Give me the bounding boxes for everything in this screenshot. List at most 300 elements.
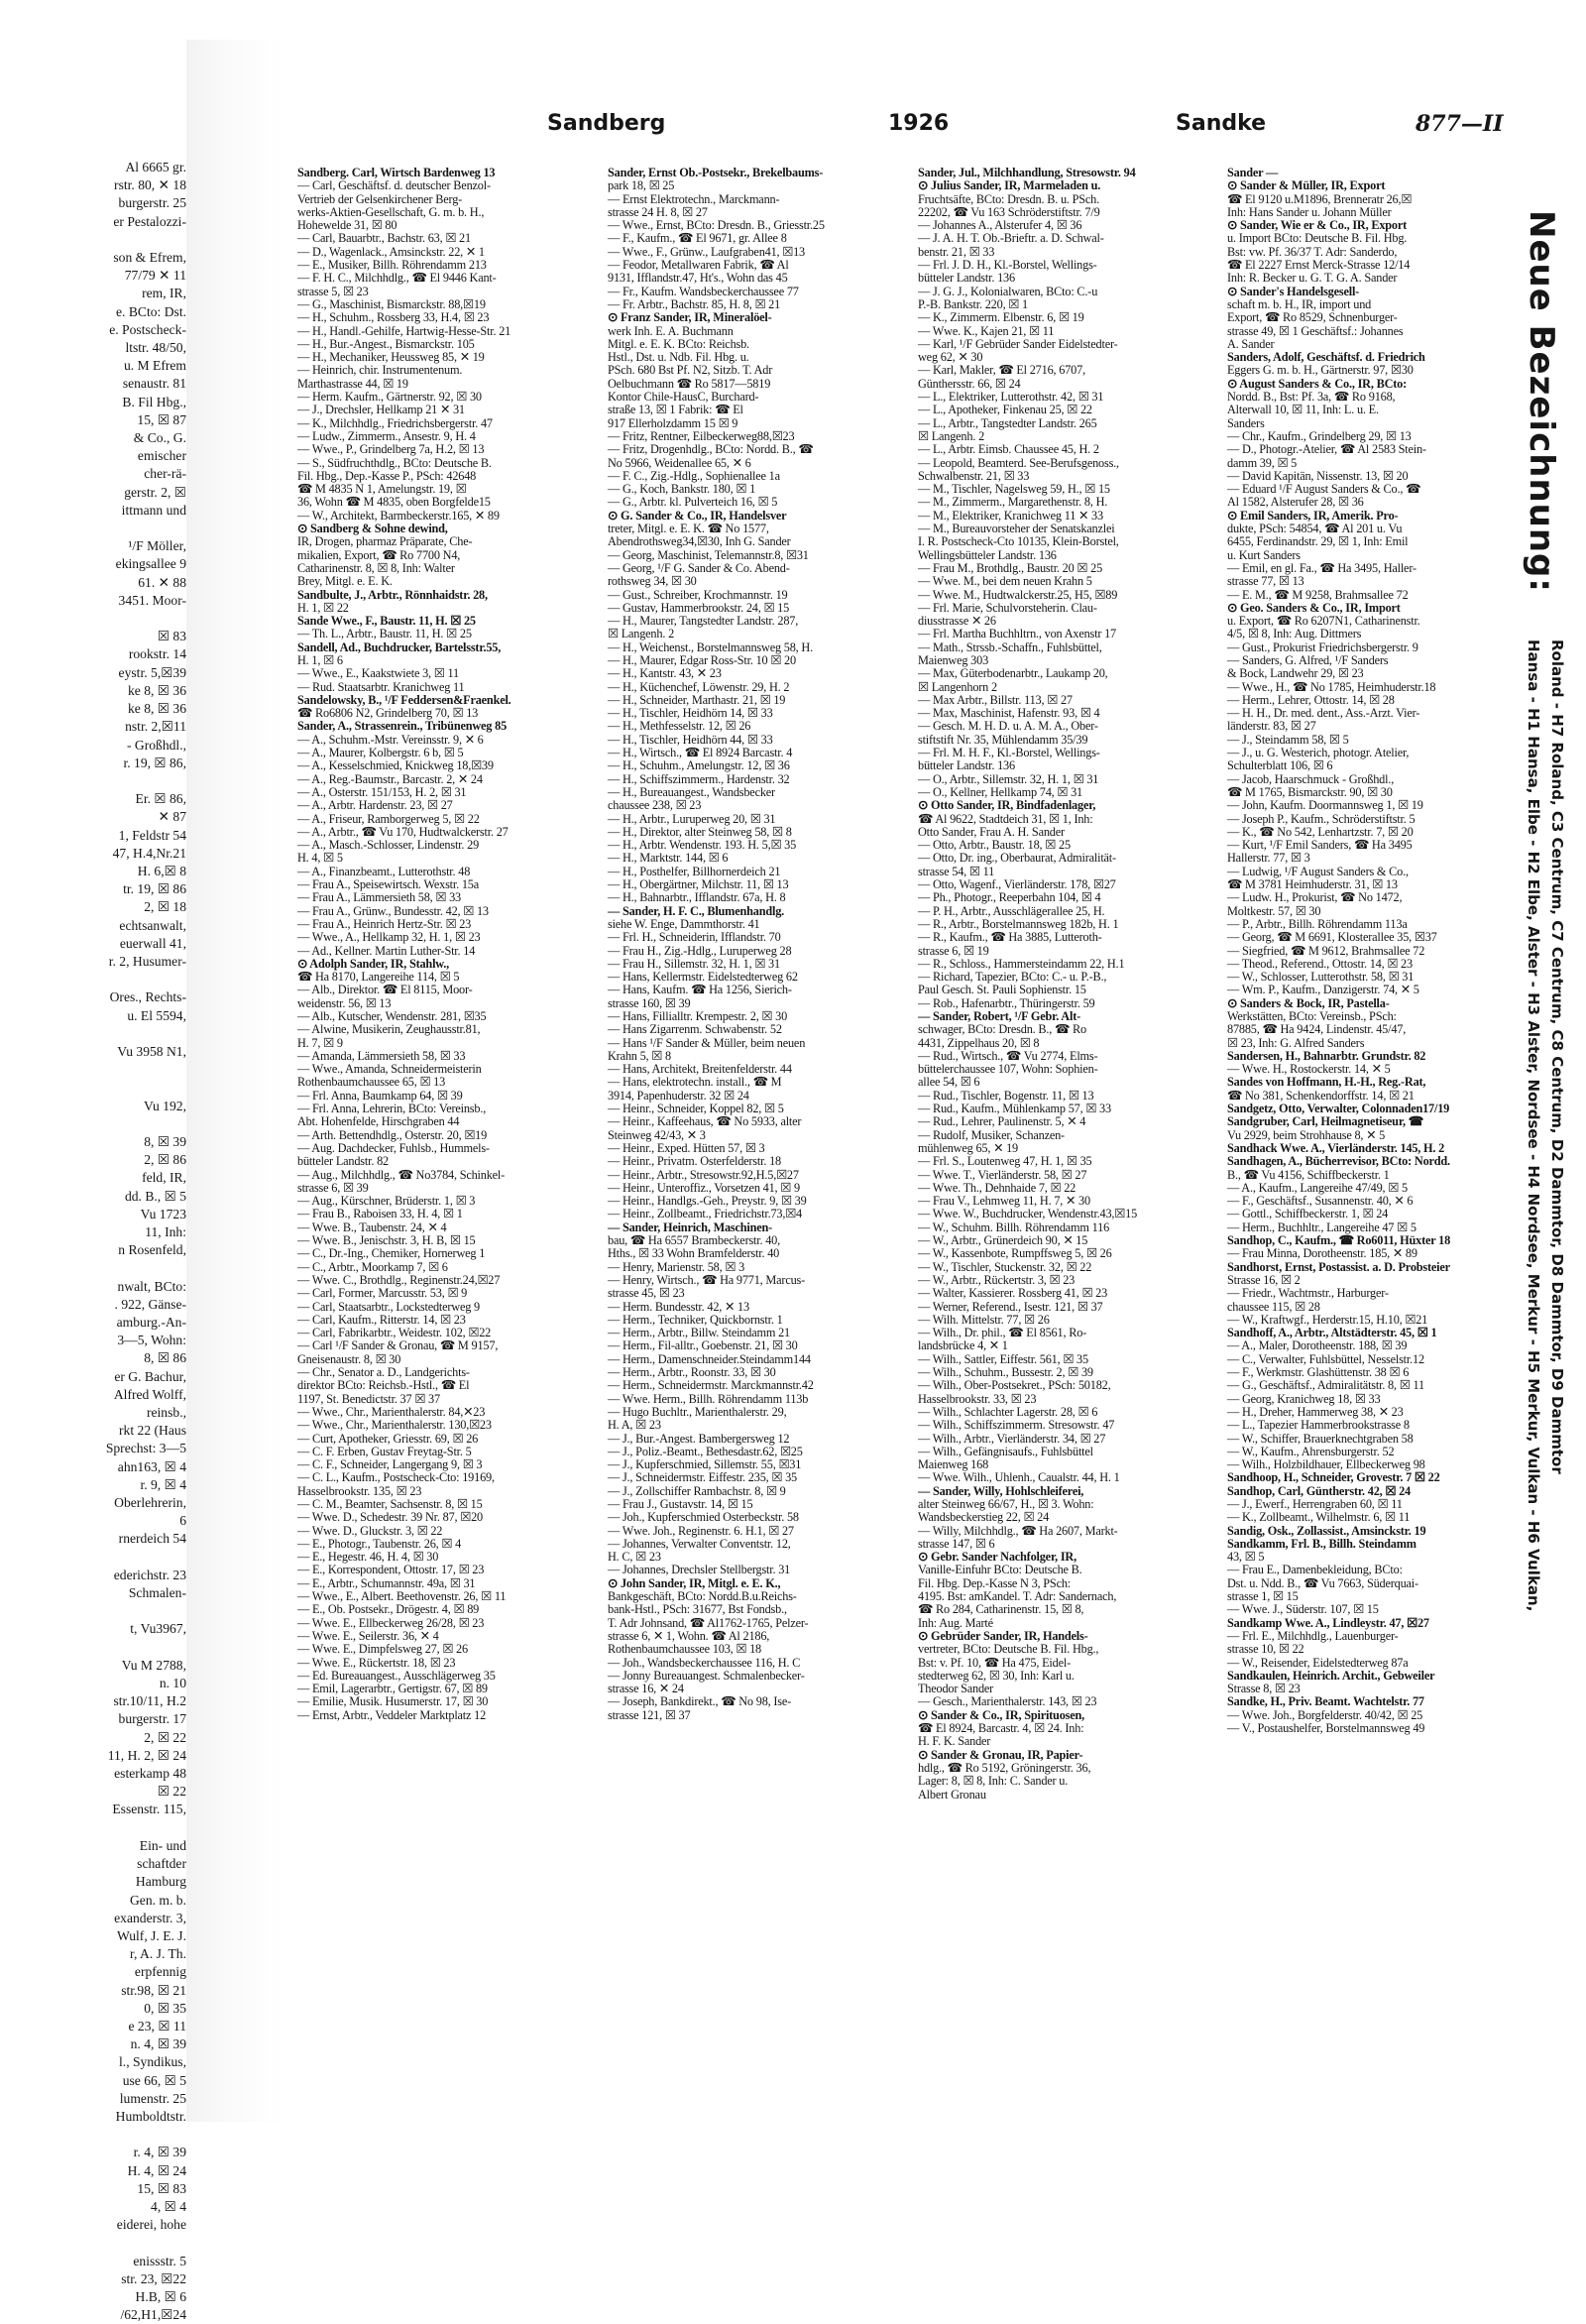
directory-entry-line: — Fr. Arbtr., Bachstr. 85, H. 8, ☒ 21 (608, 296, 781, 311)
directory-entry-line: — Herm. Kaufm., Gärtnerstr. 92, ☒ 30 (297, 390, 482, 405)
directory-entry-line: — Wilh., Sattler, Eiffestr. 561, ☒ 35 (918, 1351, 1088, 1366)
directory-entry-line: werk Inh. E. A. Buchmann (608, 323, 734, 338)
directory-entry-line: — Frau H., Zig.-Hdlg., Luruperweg 28 (608, 943, 792, 958)
directory-entry-line: 3914, Papenhuderstr. 32 ☒ 24 (608, 1088, 749, 1103)
fragment-line: ☒ 83 (157, 629, 186, 644)
directory-entry-line: siehe W. Enge, Dammthorstr. 41 (608, 916, 760, 931)
directory-entry-line: ☎ M 4835 N 1, Amelungstr. 19, ☒ (297, 482, 467, 497)
directory-entry-line: — Emilie, Musik. Husumerstr. 17, ☒ 30 (297, 1694, 489, 1709)
sidebar-line-1: Hansa - H1 Hansa, Elbe - H2 Elbe, Alster - H3 Alster, Nordsee - H4 Nordsee, Merkur - H5 Merkur, Vulkan - H6 Vulkan, (1525, 639, 1542, 1612)
fragment-line: burgerstr. 17 (118, 1711, 186, 1727)
directory-entry-line: strasse 1, ☒ 15 (1227, 1589, 1299, 1604)
directory-entry-line: — Joseph P., Kaufm., Schröderstiftstr. 5 (1227, 811, 1416, 826)
directory-entry-line: ⊙ Sander & Co., IR, Spirituosen, (918, 1707, 1085, 1722)
directory-entry-line: strasse 147, ☒ 6 (918, 1536, 995, 1551)
directory-entry-line: — H., Schuhm., Rossberg 33, H.4, ☒ 23 (297, 310, 490, 325)
directory-entry-line: mikalien, Export, ☎ Ro 7700 N4, (297, 547, 461, 562)
fragment-line: Schmalen- (128, 1585, 186, 1601)
fragment-line: tr. 19, ☒ 86 (123, 881, 186, 897)
directory-entry-line: — Karl, ¹/F Gebrüder Sander Eidelstedter- (918, 336, 1118, 351)
directory-entry-line: — W., Schuhm. Billh. Röhrendamm 116 (918, 1220, 1110, 1234)
directory-entry-line: — Wwe. E., Seilerstr. 36, ✕ 4 (297, 1628, 439, 1643)
directory-entry-line: — D., Wagenlack., Amsinckstr. 22, ✕ 1 (297, 244, 485, 259)
fragment-line: euerwall 41, (119, 935, 186, 951)
directory-entry-line: — Willy, Milchhdlg., ☎ Ha 2607, Markt- (918, 1523, 1118, 1538)
directory-entry-line: Sandhoff, A., Arbtr., Altstädterstr. 45, ☒ 1 (1227, 1326, 1437, 1340)
fragment-line: ekingsallee 9 (115, 556, 186, 572)
fragment-line: 11, Inh: (145, 1223, 186, 1239)
fragment-line: Al 6665 gr. (125, 160, 186, 174)
directory-entry-line: ☎ M 3781 Heimhuderstr. 31, ☒ 13 (1227, 877, 1398, 892)
fragment-line: r, A. J. Th. (130, 1946, 186, 1962)
directory-entry-line: — G., Geschäftsf., Admiralitätstr. 8, ☒ 11 (1227, 1378, 1424, 1393)
directory-entry-line: — Hans ¹/F Sander & Müller, beim neuen (608, 1035, 806, 1050)
fragment-line: 8, ☒ 39 (144, 1133, 186, 1149)
directory-entry-line: Sandelowsky, B., ¹/F Feddersen&Fraenkel. (297, 692, 511, 707)
directory-entry-line: Rothenbaumchaussee 103, ☒ 18 (608, 1642, 762, 1657)
directory-entry-line: — Eduard ¹/F August Sanders & Co., ☎ (1227, 482, 1421, 497)
directory-entry-line: Oelbuchmann ☎ Ro 5817—5819 (608, 376, 771, 391)
directory-entry-line: Paul Gesch. St. Pauli Sophienstr. 15 (918, 983, 1086, 997)
directory-entry-line: H. 4, ☒ 5 (297, 851, 343, 866)
directory-entry-line: — K., Zimmerm. Elbenstr. 6, ☒ 19 (918, 310, 1084, 325)
directory-entry-line: ⊙ Gebr. Sander Nachfolger, IR, (918, 1550, 1076, 1565)
directory-entry-line: — Frl. Marie, Schulvorsteherin. Clau- (918, 600, 1097, 615)
directory-entry-line: Hohewelde 31, ☒ 80 (297, 218, 397, 233)
fragment-line: e. BCto: Dst. (116, 303, 186, 319)
fragment-line: Vu 192, (144, 1098, 186, 1113)
directory-entry-line: — Heinr., Zollbeamt., Friedrichstr.73,☒4 (608, 1207, 802, 1221)
fragment-line: . 922, Gänse- (114, 1296, 186, 1312)
fragment-line: 47, H.4,Nr.21 (112, 845, 186, 861)
directory-entry-line: Hasselbrookstr. 33, ☒ 23 (918, 1391, 1037, 1406)
directory-entry-line: — Leopold, Beamterd. See-Berufsgenoss., (918, 455, 1119, 470)
directory-entry-line: u. Kurt Sanders (1227, 547, 1301, 562)
directory-entry-line: Inh: Hans Sander u. Johann Müller (1227, 204, 1392, 219)
directory-entry-line: — G., Arbtr. kl. Pulverteich 16, ☒ 5 (608, 495, 778, 510)
fragment-line: n. 4, ☒ 39 (130, 2036, 186, 2052)
directory-entry-line: chaussee 238, ☒ 23 (608, 798, 702, 813)
directory-entry-line: — S., Südfruchthdlg., BCto: Deutsche B. (297, 455, 492, 470)
fragment-line: 11, H. 2, ☒ 24 (107, 1747, 186, 1763)
directory-entry-line: Sandhorst, Ernst, Postassist. a. D. Probsteier (1227, 1259, 1450, 1274)
fragment-line: eiderei, hohe (116, 2217, 186, 2233)
directory-entry-line: — P. H., Arbtr., Ausschlägerallee 25, H. (918, 903, 1105, 918)
directory-entry-line: ☒ Langenhorn 2 (918, 679, 997, 694)
directory-entry-line: — Ad., Kellner. Martin Luther-Str. 14 (297, 943, 476, 958)
directory-entry-line: straße 13, ☒ 1 Fabrik: ☎ El (608, 403, 743, 417)
directory-entry-line: — Rud., Kaufm., Mühlenkamp 57, ☒ 33 (918, 1102, 1111, 1116)
directory-entry-line: — Frl. M. H. F., Kl.-Borstel, Wellings- (918, 746, 1100, 760)
sidebar-line-2-box (1544, 639, 1568, 2028)
directory-entry-line: Sandgetz, Otto, Verwalter, Colonnaden17/19 (1227, 1102, 1450, 1116)
directory-entry-line: H. C, ☒ 23 (608, 1550, 661, 1565)
directory-entry-line: Sandkamp Wwe. A., Lindleystr. 47, ☒27 (1227, 1615, 1429, 1630)
directory-entry-line: — O., Kellner, Hellkamp 74, ☒ 31 (918, 784, 1083, 799)
fragment-line: Ores., Rechts- (109, 989, 186, 1005)
fragment-line: Er. ☒ 86, (135, 791, 186, 807)
directory-entry-line: — Wwe. C., Brothdlg., Reginenstr.24,☒27 (297, 1272, 501, 1287)
directory-entry-line: PSch. 680 Bst Pf. N2, Sitzb. T. Adr (608, 363, 773, 378)
directory-entry-line: — A., Maler, Dorotheenstr. 188, ☒ 39 (1227, 1338, 1408, 1353)
fragment-line: lumenstr. 25 (119, 2090, 186, 2106)
directory-entry-line: — Aug., Kürschner, Brüderstr. 1, ☒ 3 (297, 1194, 476, 1209)
directory-entry-line: — G., Koch, Bankstr. 180, ☒ 1 (608, 482, 756, 497)
fragment-line: r. 2, Husumer- (108, 953, 186, 969)
directory-entry-line: — E., Photogr., Taubenstr. 26, ☒ 4 (297, 1536, 462, 1551)
directory-entry-line: Strasse 8, ☒ 23 (1227, 1682, 1301, 1696)
fragment-line: echtsanwalt, (119, 917, 186, 933)
directory-entry-line: — H., Küchenchef, Löwenstr. 29, H. 2 (608, 679, 790, 694)
directory-entry-line: bütteler Landstr. 82 (297, 1154, 389, 1169)
directory-entry-line: ☒ Langenh. 2 (608, 627, 675, 641)
directory-entry-line: — Frau A., Speisewirtsch. Wexstr. 15a (297, 877, 479, 892)
fragment-line: rstr. 80, ✕ 18 (114, 177, 186, 193)
directory-entry-line: Theodor Sander (918, 1682, 994, 1696)
directory-entry-line: — J., Poliz.-Beamt., Bethesdastr.62, ☒25 (608, 1444, 803, 1458)
directory-entry-line: — P., Arbtr., Billh. Röhrendamm 113a (1227, 916, 1408, 931)
directory-entry-line: — Sander, Heinrich, Maschinen- (608, 1220, 773, 1234)
directory-entry-line: schaft m. b. H., IR, import und (1227, 296, 1372, 311)
directory-entry-line: — Heinr., Kaffeehaus, ☎ No 5933, alter (608, 1114, 802, 1129)
directory-entry-line: — Sander, Robert, ¹/F Gebr. Alt- (918, 1009, 1080, 1023)
directory-entry-line: 4195. Bst: amKandel. T. Adr: Sandernach, (918, 1589, 1117, 1604)
directory-entry-line: Sander — (1227, 166, 1279, 179)
directory-entry-line: Otto Sander, Frau A. H. Sander (918, 824, 1065, 839)
fragment-line: 1, Feldstr 54 (118, 827, 186, 843)
directory-entry-line: — Wilh., Arbtr., Vierländerstr. 34, ☒ 27 (918, 1431, 1106, 1446)
directory-entry-line: — Wwe. J., Süderstr. 107, ☒ 15 (1227, 1602, 1379, 1617)
directory-entry-line: Maienweg 303 (918, 652, 989, 667)
directory-entry-line: — Theod., Referend., Ottostr. 14, ☒ 23 (1227, 956, 1413, 971)
directory-entry-line: — Wwe. Wilh., Uhlenh., Caualstr. 44, H. 1 (918, 1470, 1120, 1485)
directory-entry-line: H. A, ☒ 23 (608, 1418, 661, 1433)
directory-entry-line: ☎ El 9120 u.M1896, Brenneratr 26,☒ (1227, 191, 1413, 206)
directory-entry-line: — J., Drechsler, Hellkamp 21 ✕ 31 (297, 403, 465, 417)
directory-entry-line: — Chr., Kaufm., Grindelberg 29, ☒ 13 (1227, 428, 1412, 443)
directory-entry-line: strasse 24 H. 8, ☒ 27 (608, 204, 708, 219)
directory-entry-line: — A., Arbtr., ☎ Vu 170, Hudtwalckerstr. 27 (297, 824, 509, 839)
directory-entry-line: — Joh., Kupferschmied Osterbeckstr. 58 (608, 1510, 799, 1525)
directory-entry-line: ☎ Ha 8170, Langereihe 114, ☒ 5 (297, 970, 460, 985)
directory-entry-line: Bst: v. Pf. 10, ☎ Ha 475, Eidel- (918, 1655, 1071, 1670)
fragment-line: 3451. Moor- (118, 592, 186, 608)
fragment-line: rem, IR, (142, 286, 186, 301)
directory-entry-line: — Georg, Maschinist, Telemannstr.8, ☒31 (608, 547, 809, 562)
directory-entry-line: — Frau V., Lehmweg 11, H. 7, ✕ 30 (918, 1194, 1090, 1209)
fragment-line: ¹/F Möller, (128, 538, 186, 554)
fragment-line: schaftder (137, 1856, 186, 1872)
fragment-line: t, Vu3967, (130, 1621, 186, 1637)
directory-entry-line: hdlg., ☎ Ro 5192, Gröningerstr. 36, (918, 1760, 1091, 1775)
directory-entry-line: Inh: R. Becker u. G. T. G. A. Sander (1227, 271, 1398, 286)
directory-entry-line: vertreter, BCto: Deutsche B. Fil. Hbg., (918, 1642, 1099, 1657)
directory-entry-line: — H., Wirtsch., ☎ El 8924 Barcastr. 4 (608, 746, 793, 760)
directory-entry-line: — W., Reisender, Eidelstedterweg 87a (1227, 1655, 1409, 1670)
directory-entry-line: — Gust., Prokurist Friedrichsbergerstr. 9 (1227, 639, 1418, 654)
fragment-line: burgerstr. 25 (118, 195, 186, 211)
fragment-line (0, 1025, 186, 1043)
directory-entry-line: — F. C., Zig.-Hdlg., Sophienallee 1a (608, 468, 780, 483)
directory-entry-line: — Johannes A., Alsterufer 4, ☒ 36 (918, 218, 1082, 233)
directory-entry-line: — H., Maurer, Edgar Ross-Str. 10 ☒ 20 (608, 652, 796, 667)
fragment-line (0, 520, 186, 537)
directory-entry-line: ⊙ August Sanders & Co., IR, BCto: (1227, 376, 1408, 391)
directory-entry-line: — Sanders, G. Alfred, ¹/F Sanders (1227, 652, 1389, 667)
directory-entry-line: Schulterblatt 106, ☒ 6 (1227, 758, 1333, 773)
fragment-line: e 23, ☒ 11 (128, 2018, 186, 2034)
directory-entry-line: — Wwe. D., Schedestr. 39 Nr. 87, ☒20 (297, 1510, 484, 1525)
directory-entry-line: Günthersstr. 66, ☒ 24 (918, 376, 1021, 391)
directory-entry-line: strasse 16, ✕ 24 (608, 1682, 684, 1696)
fragment-line: eystr. 5,☒39 (118, 664, 186, 680)
directory-entry-line: — Gustav, Hammerbrookstr. 24, ☒ 15 (608, 600, 790, 615)
directory-entry-line: — F. H. C., Milchhdlg., ☎ El 9446 Kant- (297, 271, 497, 286)
directory-entry-line: stiftstift Nr. 35, Mühlendamm 35/39 (918, 732, 1088, 747)
directory-entry-line: — Gottl., Schiffbeckerstr. 1, ☒ 24 (1227, 1207, 1389, 1221)
directory-entry-line: Sander, Jul., Milchhandlung, Stresowstr. 94 (918, 166, 1136, 179)
directory-entry-line: Sandes von Hoffmann, H.-H., Reg.-Rat, (1227, 1075, 1426, 1090)
directory-entry-line: — Carl, Geschäftsf. d. deutscher Benzol- (297, 178, 491, 193)
directory-entry-line: landsbrücke 4, ✕ 1 (918, 1338, 1008, 1353)
directory-entry-line: — Wwe. Joh., Reginenstr. 6. H.1, ☒ 27 (608, 1523, 794, 1538)
directory-entry-line: — Herm., Damenschneider.Steindamm144 (608, 1351, 811, 1366)
directory-entry-line: — H., Kantstr. 43, ✕ 23 (608, 666, 722, 681)
fragment-line: Vu 3958 N1, (117, 1043, 186, 1059)
directory-entry-line: Fil. Hbg., Dep.-Kasse P., PSch: 42648 (297, 468, 477, 483)
directory-entry-line: — A., Schuhm.-Mstr. Vereinsstr. 9, ✕ 6 (297, 732, 484, 747)
directory-entry-line: ⊙ Gebrüder Sander, IR, Handels- (918, 1628, 1088, 1643)
directory-entry-line: — Frau E., Damenbekleidung, BCto: (1227, 1563, 1403, 1577)
directory-entry-line: — Georg, ¹/F G. Sander & Co. Abend- (608, 560, 790, 575)
directory-entry-line: — Herm., Arbtr., Billw. Steindamm 21 (608, 1326, 790, 1340)
directory-entry-line: — Rob., Hafenarbtr., Thüringerstr. 59 (918, 995, 1095, 1010)
directory-entry-line: — Rud., Lehrer, Paulinenstr. 5, ✕ 4 (918, 1114, 1086, 1129)
directory-entry-line: — Herm., Techniker, Quickbornstr. 1 (608, 1312, 783, 1327)
directory-entry-line: — Henry, Wirtsch., ☎ Ha 9771, Marcus- (608, 1272, 806, 1287)
directory-entry-line: Sandhack Wwe. A., Vierländerstr. 145, H. 2 (1227, 1140, 1445, 1155)
directory-entry-line: — Rud. Staatsarbtr. Kranichweg 11 (297, 679, 465, 694)
fragment-line: esterkamp 48 (114, 1766, 186, 1782)
directory-entry-line: — J. G. J., Kolonialwaren, BCto: C.-u (918, 284, 1098, 298)
directory-entry-line: 4431, Zippelhaus 20, ☒ 8 (918, 1035, 1040, 1050)
directory-entry-line: strasse 160, ☒ 39 (608, 995, 691, 1010)
directory-entry-line: Lager: 8, ☒ 8, Inh: C. Sander u. (918, 1774, 1069, 1789)
directory-entry-line: — J., Zollschiffer Rambachstr. 8, ☒ 9 (608, 1483, 786, 1498)
fragment-line: dd. B., ☒ 5 (124, 1188, 186, 1204)
fragment-line (0, 1115, 186, 1133)
directory-entry-line: — H., Arbtr., Luruperweg 20, ☒ 31 (608, 811, 776, 826)
directory-entry-line: I. R. Postscheck-Cto 10135, Klein-Borstel, (918, 534, 1119, 549)
directory-entry-line: — H., Maurer, Tangstedter Landstr. 287, (608, 614, 799, 629)
directory-entry-line: — J., Bur.-Angest. Bambergersweg 12 (608, 1431, 790, 1446)
fragment-line: use 66, ☒ 5 (122, 2072, 186, 2088)
directory-entry-line: — W., Kraftwgf., Herderstr.15, H.10, ☒21 (1227, 1312, 1428, 1327)
directory-entry-line: — H., Tischler, Heidhörn 44, ☒ 33 (608, 732, 773, 747)
fragment-line: amburg.-An- (116, 1315, 186, 1330)
directory-entry-line: — H., Tischler, Heidhörn 14, ☒ 33 (608, 706, 773, 721)
directory-entry-line: — Otto, Dr. ing., Oberbaurat, Admiralität- (918, 851, 1116, 866)
directory-entry-line: — Wwe., A., Hellkamp 32, H. 1, ☒ 23 (297, 930, 481, 945)
directory-entry-line: Sandkaulen, Heinrich. Archit., Gebweiler (1227, 1668, 1435, 1683)
directory-entry-line: Sandig, Osk., Zollassist., Amsinckstr. 19 (1227, 1523, 1426, 1538)
fragment-line: 61. ✕ 88 (138, 574, 186, 590)
directory-entry-line: ⊙ John Sander, IR, Mitgl. e. E. K., (608, 1575, 781, 1590)
directory-entry-line: — M., Bureauvorsteher der Senatskanzlei (918, 522, 1115, 536)
directory-entry-line: — Hans, Kaufm. ☎ Ha 1256, Sierich- (608, 983, 792, 997)
directory-entry-line: Bst: vw. Pf. 36/37 T. Adr: Sanderdo, (1227, 244, 1398, 259)
directory-entry-line: — Frau A., Lämmersieth 58, ☒ 33 (297, 890, 462, 905)
directory-entry-line: Vanille-Einfuhr BCto: Deutsche B. (918, 1563, 1082, 1577)
fragment-line (0, 1549, 186, 1567)
directory-entry-line: — R., Schloss., Hammersteindamm 22, H.1 (918, 956, 1125, 971)
directory-entry-line: — Max Arbtr., Billstr. 113, ☒ 27 (918, 692, 1073, 707)
directory-entry-line: — H., Arbtr. Wendenstr. 193. H. 5,☒ 35 (608, 838, 797, 853)
directory-entry-line: Hallerstr. 77, ☒ 3 (1227, 851, 1310, 866)
directory-entry-line: — Frau M., Brothdlg., Baustr. 20 ☒ 25 (918, 560, 1103, 575)
directory-entry-line: schwager, BCto: Dresdn. B., ☎ Ro (918, 1022, 1086, 1037)
directory-entry-line: — Wwe. H., Rostockerstr. 14, ✕ 5 (1227, 1062, 1391, 1077)
fragment-line: nstr. 2,☒11 (125, 719, 186, 735)
directory-entry-line: — Wwe. E., Dimpfelsweg 27, ☒ 26 (297, 1642, 468, 1657)
directory-entry-line: — J., Ewerf., Herrengraben 60, ☒ 11 (1227, 1496, 1403, 1511)
directory-entry-line: — Carl, Former, Marcusstr. 53, ☒ 9 (297, 1286, 468, 1301)
fragment-line: rnerdeich 54 (118, 1531, 186, 1547)
directory-entry-line: ⊙ Adolph Sander, IR, Stahlw., (297, 956, 450, 971)
directory-entry-line: — Wilh., Schlachter Lagerstr. 28, ☒ 6 (918, 1404, 1098, 1419)
directory-entry-line: Nordd. B., Bst: Pf. 3a, ☎ Ro 9168, (1227, 390, 1396, 405)
fragment-line: & Co., G. (133, 430, 186, 446)
directory-entry-line: — Wilh., Holzbildhauer, Ellbeckerweg 98 (1227, 1457, 1425, 1472)
directory-entry-line: Albert Gronau (918, 1787, 986, 1801)
directory-entry-line: — D., Photogr.-Atelier, ☎ Al 2583 Stein- (1227, 442, 1426, 457)
directory-entry-line: Fruchtsäfte, BCto: Dresdn. B. u. PSch. (918, 191, 1099, 206)
directory-entry-line: — Wwe., Chr., Marienthalerstr. 130,☒23 (297, 1418, 492, 1433)
fragment-line: ke 8, ☒ 36 (127, 701, 186, 717)
fragment-line: 2, ☒ 86 (144, 1152, 186, 1168)
directory-entry-line: — F., Kaufm., ☎ El 9671, gr. Allee 8 (608, 231, 787, 246)
directory-entry-line: — Frl. Anna, Lehrerin, BCto: Vereinsb., (297, 1102, 487, 1116)
directory-entry-line: T. Adr Johnsand, ☎ Al1762-1765, Pelzer- (608, 1615, 809, 1630)
directory-entry-line: Hasselbrookstr. 135, ☒ 23 (297, 1483, 422, 1498)
directory-entry-line: Vertrieb der Gelsenkirchener Berg- (297, 191, 463, 206)
directory-entry-line: — H., Obergärtner, Milchstr. 11, ☒ 13 (608, 877, 789, 892)
directory-entry-line: — W., Kaufm., Ahrensburgerstr. 52 (1227, 1444, 1395, 1458)
directory-entry-line: benstr. 21, ☒ 33 (918, 244, 995, 259)
directory-entry-line: — A., Kaufm., Langereihe 47/49, ☒ 5 (1227, 1180, 1408, 1195)
fragment-line: 15, ☒ 87 (137, 411, 186, 427)
directory-entry-line: — Ernst Elektrotechn., Marckmann- (608, 191, 780, 206)
directory-entry-line: — K., Zollbeamt., Wilhelmstr. 6, ☒ 11 (1227, 1510, 1411, 1525)
directory-entry-line: — Hugo Buchltr., Marienthalerstr. 29, (608, 1404, 787, 1419)
directory-entry-line: — Heinrich, chir. Instrumentenum. (297, 363, 463, 378)
directory-entry-line: — R., Arbtr., Borstelmannsweg 182b, H. 1 (918, 916, 1119, 931)
directory-entry-line: — Wwe. D., Gluckstr. 3, ☒ 22 (297, 1523, 443, 1538)
directory-entry-line: — H., Mechaniker, Heussweg 85, ✕ 19 (297, 350, 485, 365)
directory-entry-line: — Frau J., Gustavstr. 14, ☒ 15 (608, 1496, 753, 1511)
header-left-keyword: Sandberg (547, 111, 666, 136)
fragment-line: r. 4, ☒ 39 (133, 2145, 186, 2160)
fragment-line: 2, ☒ 18 (144, 899, 186, 915)
directory-entry-line: Export, ☎ Ro 8529, Schnenburger- (1227, 310, 1398, 325)
directory-entry-line: — Wwe., Chr., Marienthalerstr. 84,✕23 (297, 1404, 486, 1419)
fragment-line: cher-rä- (144, 466, 186, 482)
fragment-line: 8, ☒ 86 (144, 1350, 186, 1366)
directory-entry-line: — Frl. S., Loutenweg 47, H. 1, ☒ 35 (918, 1154, 1092, 1169)
fragment-line: ahn163, ☒ 4 (117, 1458, 186, 1474)
directory-entry-line: ⊙ Sander & Gronau, IR, Papier- (918, 1747, 1083, 1762)
directory-entry-line: — Feodor, Metallwaren Fabrik, ☎ Al (608, 258, 789, 273)
directory-entry-line: ⊙ Sander, Wie er & Co., IR, Export (1227, 218, 1408, 233)
directory-entry-line: — A., Masch.-Schlosser, Lindenstr. 29 (297, 838, 480, 853)
directory-entry-line: — Otto, Wagenf., Vierländerstr. 178, ☒27 (918, 877, 1116, 892)
directory-entry-line: — Wwe., E., Kaakstwiete 3, ☒ 11 (297, 666, 459, 681)
directory-entry-line: — A., Friseur, Ramborgerweg 5, ☒ 22 (297, 811, 480, 826)
fragment-line (0, 231, 186, 249)
directory-entry-line: Al 1582, Alsterufer 28, ☒ 36 (1227, 495, 1364, 510)
directory-entry-line: — M., Elektriker, Kranichweg 11 ✕ 33 (918, 508, 1103, 523)
fragment-line: ederichstr. 23 (113, 1567, 186, 1582)
directory-entry-line: H. 7, ☒ 9 (297, 1035, 343, 1050)
directory-entry-line: Abt. Hohenfelde, Hirschgraben 44 (297, 1114, 460, 1129)
directory-entry-line: — Frl. Martha Buchhltrn., von Axenstr 17 (918, 627, 1117, 641)
directory-entry-line: Sande Wwe., F., Baustr. 11, H. ☒ 25 (297, 614, 476, 629)
fragment-line: Gen. m. b. (129, 1892, 186, 1908)
directory-entry-line: — Wwe. M., Hudtwalckerstr.25, H5, ☒89 (918, 587, 1118, 602)
directory-entry-line: — Heinr., Privatm. Osterfelderstr. 18 (608, 1154, 781, 1169)
directory-entry-line: Fil. Hbg. Dep.-Kasse N 3, PSch: (918, 1575, 1071, 1590)
directory-entry-line: Brey, Mitgl. e. E. K. (297, 574, 393, 589)
directory-entry-line: — John, Kaufm. Doormannsweg 1, ☒ 19 (1227, 798, 1423, 813)
directory-entry-line: Sandersen, H., Bahnarbtr. Grundstr. 82 (1227, 1048, 1426, 1063)
fragment-line: str.98, ☒ 21 (121, 1982, 186, 1998)
directory-entry-line: Krahn 5, ☒ 8 (608, 1048, 671, 1063)
fragment-line: B. Fil Hbg., (122, 394, 186, 409)
directory-entry-line: weg 62, ✕ 30 (918, 350, 983, 365)
fragment-line: son & Efrem, (113, 250, 186, 266)
directory-entry-line: — E. M., ☎ M 9258, Brahmsallee 72 (1227, 587, 1409, 602)
directory-entry-line: Inh: Aug. Marté (918, 1615, 993, 1630)
directory-entry-line: — Gesch. M. H. D. u. A. M. A., Ober- (918, 719, 1098, 734)
directory-entry-line: — W., Tischler, Stuckenstr. 32, ☒ 22 (918, 1259, 1092, 1274)
fragment-line: 4, ☒ 4 (151, 2198, 186, 2214)
directory-entry-line: — Wwe. W., Buchdrucker, Wendenstr.43,☒15 (918, 1207, 1138, 1221)
directory-entry-line: Sander, A., Strassenrein., Tribünenweg 85 (297, 719, 508, 734)
directory-entry-line: — Wilh., Schiffszimmerm. Stresowstr. 47 (918, 1418, 1115, 1433)
directory-column-2 (608, 167, 905, 2021)
directory-entry-line: — Wwe., P., Grindelberg 7a, H.2, ☒ 13 (297, 442, 485, 457)
directory-entry-line: Vu 2929, beim Strohhause 8, ✕ 5 (1227, 1127, 1386, 1142)
directory-entry-line: mühlenweg 65, ✕ 19 (918, 1140, 1018, 1155)
directory-entry-line: diusstrasse ✕ 26 (918, 614, 996, 629)
directory-entry-line: ☎ No 381, Schenkendorffstr. 14, ☒ 21 (1227, 1088, 1415, 1103)
directory-entry-line: — W., Arbtr., Grünerdeich 90, ✕ 15 (918, 1233, 1088, 1248)
fragment-line (0, 1639, 186, 1657)
directory-entry-line: — W., Architekt, Barmbeckerstr.165, ✕ 89 (297, 508, 500, 523)
fragment-line: H.B, ☒ 6 (135, 2288, 186, 2304)
fragment-line (0, 2126, 186, 2144)
directory-entry-line: — A., Arbtr. Hardenstr. 23, ☒ 27 (297, 798, 453, 813)
directory-entry-line: — Wwe., Amanda, Schneidermeisterin (297, 1062, 482, 1077)
directory-entry-line: — Wwe. Joh., Borgfelderstr. 40/42, ☒ 25 (1227, 1707, 1423, 1722)
directory-entry-line: — K., ☎ No 542, Lenhartzstr. 7, ☒ 20 (1227, 824, 1414, 839)
fragment-line: H. 4, ☒ 24 (127, 2162, 186, 2178)
directory-entry-line: A. Sander (1227, 336, 1275, 351)
directory-entry-line: ⊙ Sanders & Bock, IR, Pastella- (1227, 995, 1390, 1010)
directory-entry-line: — Sander, Willy, Hohlschleiferei, (918, 1483, 1084, 1498)
directory-entry-line: u. Import BCto: Deutsche B. Fil. Hbg. (1227, 231, 1408, 246)
directory-entry-line: — M., Zimmerm., Margarethenstr. 8, H. (918, 495, 1108, 510)
